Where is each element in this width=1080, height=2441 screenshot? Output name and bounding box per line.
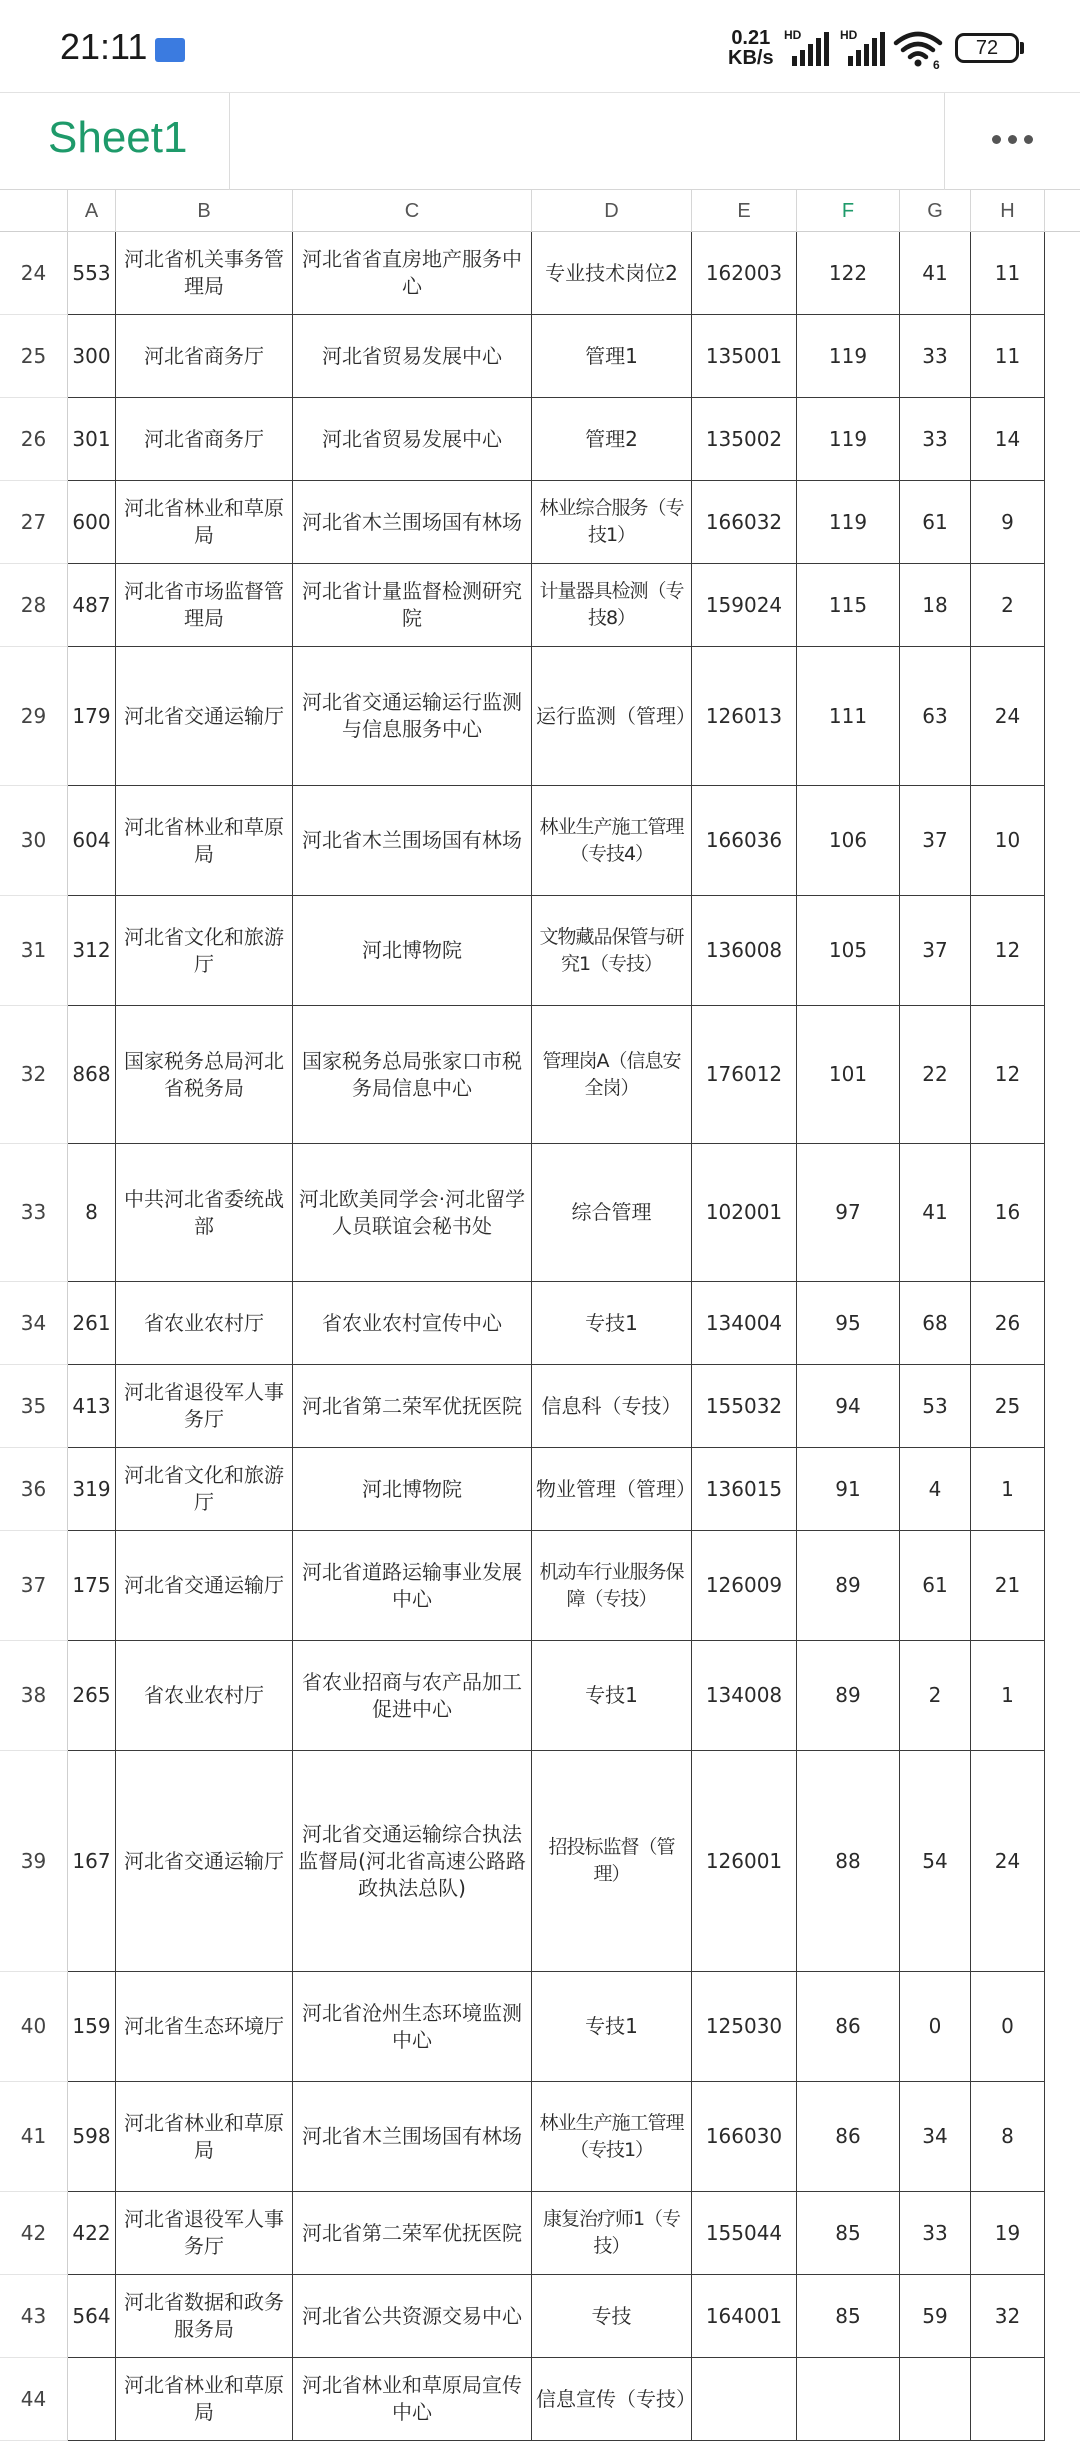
cell-c[interactable]: 河北博物院 (293, 1448, 532, 1531)
row-header[interactable]: 25 (0, 315, 68, 398)
cell-g[interactable]: 33 (900, 2192, 971, 2275)
row-header[interactable]: 35 (0, 1365, 68, 1448)
cell-b[interactable]: 国家税务总局河北省税务局 (116, 1006, 293, 1144)
cell-h[interactable]: 16 (971, 1144, 1045, 1282)
battery-tip (1020, 42, 1024, 54)
cell-g[interactable]: 59 (900, 2275, 971, 2358)
cell-f[interactable]: 94 (797, 1365, 900, 1448)
cell-e[interactable]: 162003 (692, 232, 797, 315)
table-row (0, 2275, 1080, 2358)
cell-b[interactable]: 河北省林业和草原局 (116, 2082, 293, 2192)
cell-h[interactable]: 9 (971, 481, 1045, 564)
table-row (0, 315, 1080, 398)
row-header[interactable]: 41 (0, 2082, 68, 2192)
cell-d[interactable]: 林业生产施工管理（专技1） (532, 2082, 692, 2192)
cell-c[interactable]: 河北省木兰围场国有林场 (293, 481, 532, 564)
column-header-row (0, 190, 1080, 232)
select-all-corner[interactable] (0, 190, 68, 232)
cell-f[interactable]: 122 (797, 232, 900, 315)
cell-a[interactable] (68, 2358, 116, 2441)
cell-g[interactable]: 41 (900, 1144, 971, 1282)
cell-h[interactable]: 19 (971, 2192, 1045, 2275)
cell-f[interactable]: 86 (797, 1972, 900, 2082)
cell-b[interactable]: 河北省退役军人事务厅 (116, 1365, 293, 1448)
cell-b[interactable]: 省农业农村厅 (116, 1282, 293, 1365)
cell-g[interactable]: 4 (900, 1448, 971, 1531)
battery-level: 72 (975, 37, 999, 59)
cell-a[interactable]: 312 (68, 896, 116, 1006)
table-row (0, 647, 1080, 786)
wifi-badge: 6 (933, 58, 940, 72)
cell-d[interactable]: 专技1 (532, 1972, 692, 2082)
cell-c[interactable]: 河北博物院 (293, 896, 532, 1006)
cell-a[interactable]: 422 (68, 2192, 116, 2275)
cell-g[interactable] (900, 2358, 971, 2441)
cell-f[interactable]: 106 (797, 786, 900, 896)
column-header-b[interactable]: B (116, 190, 293, 232)
row-header[interactable]: 32 (0, 1006, 68, 1144)
cell-c[interactable]: 河北省交通运输综合执法监督局(河北省高速公路路政执法总队) (293, 1751, 532, 1972)
cell-e[interactable]: 159024 (692, 564, 797, 647)
row-header[interactable]: 42 (0, 2192, 68, 2275)
cell-c[interactable]: 河北省林业和草原局宣传中心 (293, 2358, 532, 2441)
table-row (0, 2082, 1080, 2192)
cell-e[interactable]: 134008 (692, 1641, 797, 1751)
cell-c[interactable]: 河北欧美同学会·河北留学人员联谊会秘书处 (293, 1144, 532, 1282)
row-header[interactable]: 30 (0, 786, 68, 896)
table-row (0, 2192, 1080, 2275)
row-header[interactable]: 38 (0, 1641, 68, 1751)
cell-e[interactable]: 135002 (692, 398, 797, 481)
cell-f[interactable]: 85 (797, 2192, 900, 2275)
cell-b[interactable]: 河北省生态环境厅 (116, 1972, 293, 2082)
cell-g[interactable]: 61 (900, 1531, 971, 1641)
cell-d[interactable]: 文物藏品保管与研究1（专技） (532, 896, 692, 1006)
table-row (0, 232, 1080, 315)
wifi-icon (893, 30, 943, 70)
cell-g[interactable]: 53 (900, 1365, 971, 1448)
cell-h[interactable]: 11 (971, 315, 1045, 398)
cell-d[interactable]: 林业综合服务（专技1） (532, 481, 692, 564)
cell-b[interactable]: 河北省文化和旅游厅 (116, 1448, 293, 1531)
cell-c[interactable]: 河北省贸易发展中心 (293, 398, 532, 481)
cell-c[interactable]: 河北省道路运输事业发展中心 (293, 1531, 532, 1641)
cell-signal-2-icon (838, 30, 886, 66)
cell-e[interactable]: 136015 (692, 1448, 797, 1531)
cell-h[interactable]: 24 (971, 1751, 1045, 1972)
cell-b[interactable]: 河北省商务厅 (116, 398, 293, 481)
cell-c[interactable]: 河北省木兰围场国有林场 (293, 786, 532, 896)
cell-d[interactable]: 计量器具检测（专技8） (532, 564, 692, 647)
cell-a[interactable]: 598 (68, 2082, 116, 2192)
cell-b[interactable]: 河北省市场监督管理局 (116, 564, 293, 647)
table-row (0, 1006, 1080, 1144)
cell-a[interactable]: 265 (68, 1641, 116, 1751)
cell-c[interactable]: 河北省公共资源交易中心 (293, 2275, 532, 2358)
table-row (0, 1448, 1080, 1531)
cell-c[interactable]: 河北省第二荣军优抚医院 (293, 1365, 532, 1448)
cell-g[interactable]: 2 (900, 1641, 971, 1751)
cell-e[interactable]: 102001 (692, 1144, 797, 1282)
cell-a[interactable]: 487 (68, 564, 116, 647)
more-horizontal-icon (992, 135, 1034, 145)
cell-a[interactable]: 175 (68, 1531, 116, 1641)
cell-d[interactable]: 运行监测（管理） (532, 647, 692, 786)
cell-f[interactable]: 119 (797, 398, 900, 481)
table-row (0, 1365, 1080, 1448)
cell-d[interactable]: 管理岗A（信息安全岗） (532, 1006, 692, 1144)
cell-f[interactable]: 119 (797, 315, 900, 398)
cell-f[interactable]: 88 (797, 1751, 900, 1972)
cell-b[interactable]: 河北省交通运输厅 (116, 647, 293, 786)
cell-b[interactable]: 河北省机关事务管理局 (116, 232, 293, 315)
cell-d[interactable]: 机动车行业服务保障（专技） (532, 1531, 692, 1641)
cell-a[interactable]: 300 (68, 315, 116, 398)
cell-h[interactable]: 2 (971, 564, 1045, 647)
cell-f[interactable]: 101 (797, 1006, 900, 1144)
row-header[interactable]: 40 (0, 1972, 68, 2082)
cell-h[interactable]: 24 (971, 647, 1045, 786)
cell-h[interactable]: 1 (971, 1448, 1045, 1531)
cell-g[interactable]: 0 (900, 1972, 971, 2082)
cell-b[interactable]: 河北省交通运输厅 (116, 1531, 293, 1641)
cell-a[interactable]: 413 (68, 1365, 116, 1448)
cell-f[interactable]: 111 (797, 647, 900, 786)
status-bar (0, 0, 1080, 92)
cell-f[interactable]: 95 (797, 1282, 900, 1365)
cell-b[interactable]: 河北省文化和旅游厅 (116, 896, 293, 1006)
cell-signal-1-icon (782, 30, 830, 66)
table-row (0, 1144, 1080, 1282)
row-header[interactable]: 26 (0, 398, 68, 481)
cell-g[interactable]: 37 (900, 896, 971, 1006)
cell-b[interactable]: 省农业农村厅 (116, 1641, 293, 1751)
cell-d[interactable]: 专业技术岗位2 (532, 232, 692, 315)
cell-c[interactable]: 河北省沧州生态环境监测中心 (293, 1972, 532, 2082)
sheet-name: Sheet1 (48, 113, 188, 162)
cell-g[interactable]: 41 (900, 232, 971, 315)
row-header[interactable]: 36 (0, 1448, 68, 1531)
signal-1-hd-label: HD (784, 28, 802, 42)
sheet-tab[interactable] (0, 93, 230, 190)
cell-a[interactable]: 179 (68, 647, 116, 786)
cell-b[interactable]: 河北省林业和草原局 (116, 786, 293, 896)
cell-a[interactable]: 564 (68, 2275, 116, 2358)
cell-d[interactable]: 专技 (532, 2275, 692, 2358)
cell-h[interactable]: 1 (971, 1641, 1045, 1751)
cell-e[interactable]: 176012 (692, 1006, 797, 1144)
row-header[interactable]: 27 (0, 481, 68, 564)
cell-e[interactable]: 135001 (692, 315, 797, 398)
cell-h[interactable]: 12 (971, 1006, 1045, 1144)
cell-a[interactable]: 8 (68, 1144, 116, 1282)
cell-g[interactable]: 68 (900, 1282, 971, 1365)
row-header[interactable]: 31 (0, 896, 68, 1006)
column-header-a[interactable]: A (68, 190, 116, 232)
table-row (0, 1972, 1080, 2082)
cell-h[interactable]: 32 (971, 2275, 1045, 2358)
cell-d[interactable]: 管理1 (532, 315, 692, 398)
row-header[interactable]: 34 (0, 1282, 68, 1365)
cell-d[interactable]: 信息宣传（专技） (532, 2358, 692, 2441)
cell-g[interactable]: 63 (900, 647, 971, 786)
table-row (0, 786, 1080, 896)
cell-h[interactable]: 10 (971, 786, 1045, 896)
cell-a[interactable]: 604 (68, 786, 116, 896)
cell-e[interactable]: 125030 (692, 1972, 797, 2082)
table-row (0, 896, 1080, 1006)
cell-h[interactable]: 26 (971, 1282, 1045, 1365)
cell-g[interactable]: 34 (900, 2082, 971, 2192)
cell-h[interactable]: 14 (971, 398, 1045, 481)
network-speed-value: 0.21 (731, 27, 771, 49)
cell-c[interactable]: 河北省省直房地产服务中心 (293, 232, 532, 315)
cell-a[interactable]: 159 (68, 1972, 116, 2082)
cell-g[interactable]: 18 (900, 564, 971, 647)
column-header-e[interactable]: E (692, 190, 797, 232)
cell-g[interactable]: 33 (900, 398, 971, 481)
status-time: 21:11 (60, 26, 148, 67)
cell-c[interactable]: 国家税务总局张家口市税务局信息中心 (293, 1006, 532, 1144)
column-header-d[interactable]: D (532, 190, 692, 232)
cell-e[interactable]: 134004 (692, 1282, 797, 1365)
cell-b[interactable]: 河北省商务厅 (116, 315, 293, 398)
row-header[interactable]: 33 (0, 1144, 68, 1282)
cell-g[interactable]: 37 (900, 786, 971, 896)
cell-e[interactable] (692, 2358, 797, 2441)
cell-e[interactable]: 126013 (692, 647, 797, 786)
cell-f[interactable]: 119 (797, 481, 900, 564)
cell-b[interactable]: 河北省交通运输厅 (116, 1751, 293, 1972)
cell-h[interactable]: 12 (971, 896, 1045, 1006)
cell-f[interactable]: 115 (797, 564, 900, 647)
column-header-f[interactable]: F (797, 190, 900, 232)
cell-h[interactable] (971, 2358, 1045, 2441)
cell-a[interactable]: 301 (68, 398, 116, 481)
cell-h[interactable]: 11 (971, 232, 1045, 315)
cell-f[interactable]: 97 (797, 1144, 900, 1282)
more-options-button[interactable] (944, 93, 1080, 190)
cell-c[interactable]: 河北省贸易发展中心 (293, 315, 532, 398)
network-speed-unit: KB/s (728, 47, 774, 69)
table-row (0, 481, 1080, 564)
cell-e[interactable]: 126009 (692, 1531, 797, 1641)
cell-c[interactable]: 河北省计量监督检测研究院 (293, 564, 532, 647)
cell-h[interactable]: 25 (971, 1365, 1045, 1448)
spreadsheet-grid[interactable] (0, 190, 1080, 2424)
cell-c[interactable]: 河北省第二荣军优抚医院 (293, 2192, 532, 2275)
cell-b[interactable]: 河北省林业和草原局 (116, 481, 293, 564)
row-header[interactable]: 44 (0, 2358, 68, 2441)
cell-f[interactable]: 91 (797, 1448, 900, 1531)
cell-f[interactable]: 89 (797, 1641, 900, 1751)
row-header[interactable]: 28 (0, 564, 68, 647)
cell-a[interactable]: 167 (68, 1751, 116, 1972)
cell-h[interactable]: 8 (971, 2082, 1045, 2192)
cell-g[interactable]: 61 (900, 481, 971, 564)
cell-c[interactable]: 省农业农村宣传中心 (293, 1282, 532, 1365)
cell-f[interactable]: 86 (797, 2082, 900, 2192)
cell-f[interactable]: 89 (797, 1531, 900, 1641)
cell-e[interactable]: 136008 (692, 896, 797, 1006)
cell-d[interactable]: 综合管理 (532, 1144, 692, 1282)
cell-g[interactable]: 54 (900, 1751, 971, 1972)
cell-a[interactable]: 261 (68, 1282, 116, 1365)
notification-app-icon (155, 38, 185, 62)
cell-g[interactable]: 33 (900, 315, 971, 398)
row-header[interactable]: 24 (0, 232, 68, 315)
cell-f[interactable] (797, 2358, 900, 2441)
cell-b[interactable]: 河北省数据和政务服务局 (116, 2275, 293, 2358)
cell-a[interactable]: 553 (68, 232, 116, 315)
table-row (0, 1641, 1080, 1751)
cell-c[interactable]: 省农业招商与农产品加工促进中心 (293, 1641, 532, 1751)
row-header[interactable]: 37 (0, 1531, 68, 1641)
table-row (0, 1531, 1080, 1641)
cell-a[interactable]: 600 (68, 481, 116, 564)
cell-e[interactable]: 166036 (692, 786, 797, 896)
table-row (0, 1751, 1080, 1972)
cell-b[interactable]: 中共河北省委统战部 (116, 1144, 293, 1282)
column-header-g[interactable]: G (900, 190, 971, 232)
battery-icon (955, 33, 1019, 63)
table-row (0, 2358, 1080, 2441)
cell-e[interactable]: 166032 (692, 481, 797, 564)
cell-a[interactable]: 868 (68, 1006, 116, 1144)
cell-f[interactable]: 105 (797, 896, 900, 1006)
cell-d[interactable]: 信息科（专技） (532, 1365, 692, 1448)
column-header-h[interactable]: H (971, 190, 1045, 232)
table-row (0, 564, 1080, 647)
signal-2-hd-label: HD (840, 28, 858, 42)
cell-d[interactable]: 专技1 (532, 1282, 692, 1365)
column-header-c[interactable]: C (293, 190, 532, 232)
table-row (0, 398, 1080, 481)
cell-c[interactable]: 河北省木兰围场国有林场 (293, 2082, 532, 2192)
cell-d[interactable]: 专技1 (532, 1641, 692, 1751)
cell-c[interactable]: 河北省交通运输运行监测与信息服务中心 (293, 647, 532, 786)
cell-e[interactable]: 126001 (692, 1751, 797, 1972)
table-row (0, 1282, 1080, 1365)
network-speed (728, 28, 774, 68)
cell-f[interactable]: 85 (797, 2275, 900, 2358)
cell-g[interactable]: 22 (900, 1006, 971, 1144)
cell-h[interactable]: 0 (971, 1972, 1045, 2082)
cell-d[interactable]: 管理2 (532, 398, 692, 481)
cell-b[interactable]: 河北省林业和草原局 (116, 2358, 293, 2441)
cell-d[interactable]: 招投标监督（管理） (532, 1751, 692, 1972)
cell-h[interactable]: 21 (971, 1531, 1045, 1641)
cell-d[interactable]: 林业生产施工管理（专技4） (532, 786, 692, 896)
cell-e[interactable]: 155044 (692, 2192, 797, 2275)
app-bar (0, 92, 1080, 190)
row-header[interactable]: 39 (0, 1751, 68, 1972)
cell-a[interactable]: 319 (68, 1448, 116, 1531)
cell-e[interactable]: 155032 (692, 1365, 797, 1448)
cell-d[interactable]: 康复治疗师1（专技） (532, 2192, 692, 2275)
row-header[interactable]: 43 (0, 2275, 68, 2358)
cell-d[interactable]: 物业管理（管理） (532, 1448, 692, 1531)
row-header[interactable]: 29 (0, 647, 68, 786)
cell-e[interactable]: 166030 (692, 2082, 797, 2192)
cell-e[interactable]: 164001 (692, 2275, 797, 2358)
cell-b[interactable]: 河北省退役军人事务厅 (116, 2192, 293, 2275)
